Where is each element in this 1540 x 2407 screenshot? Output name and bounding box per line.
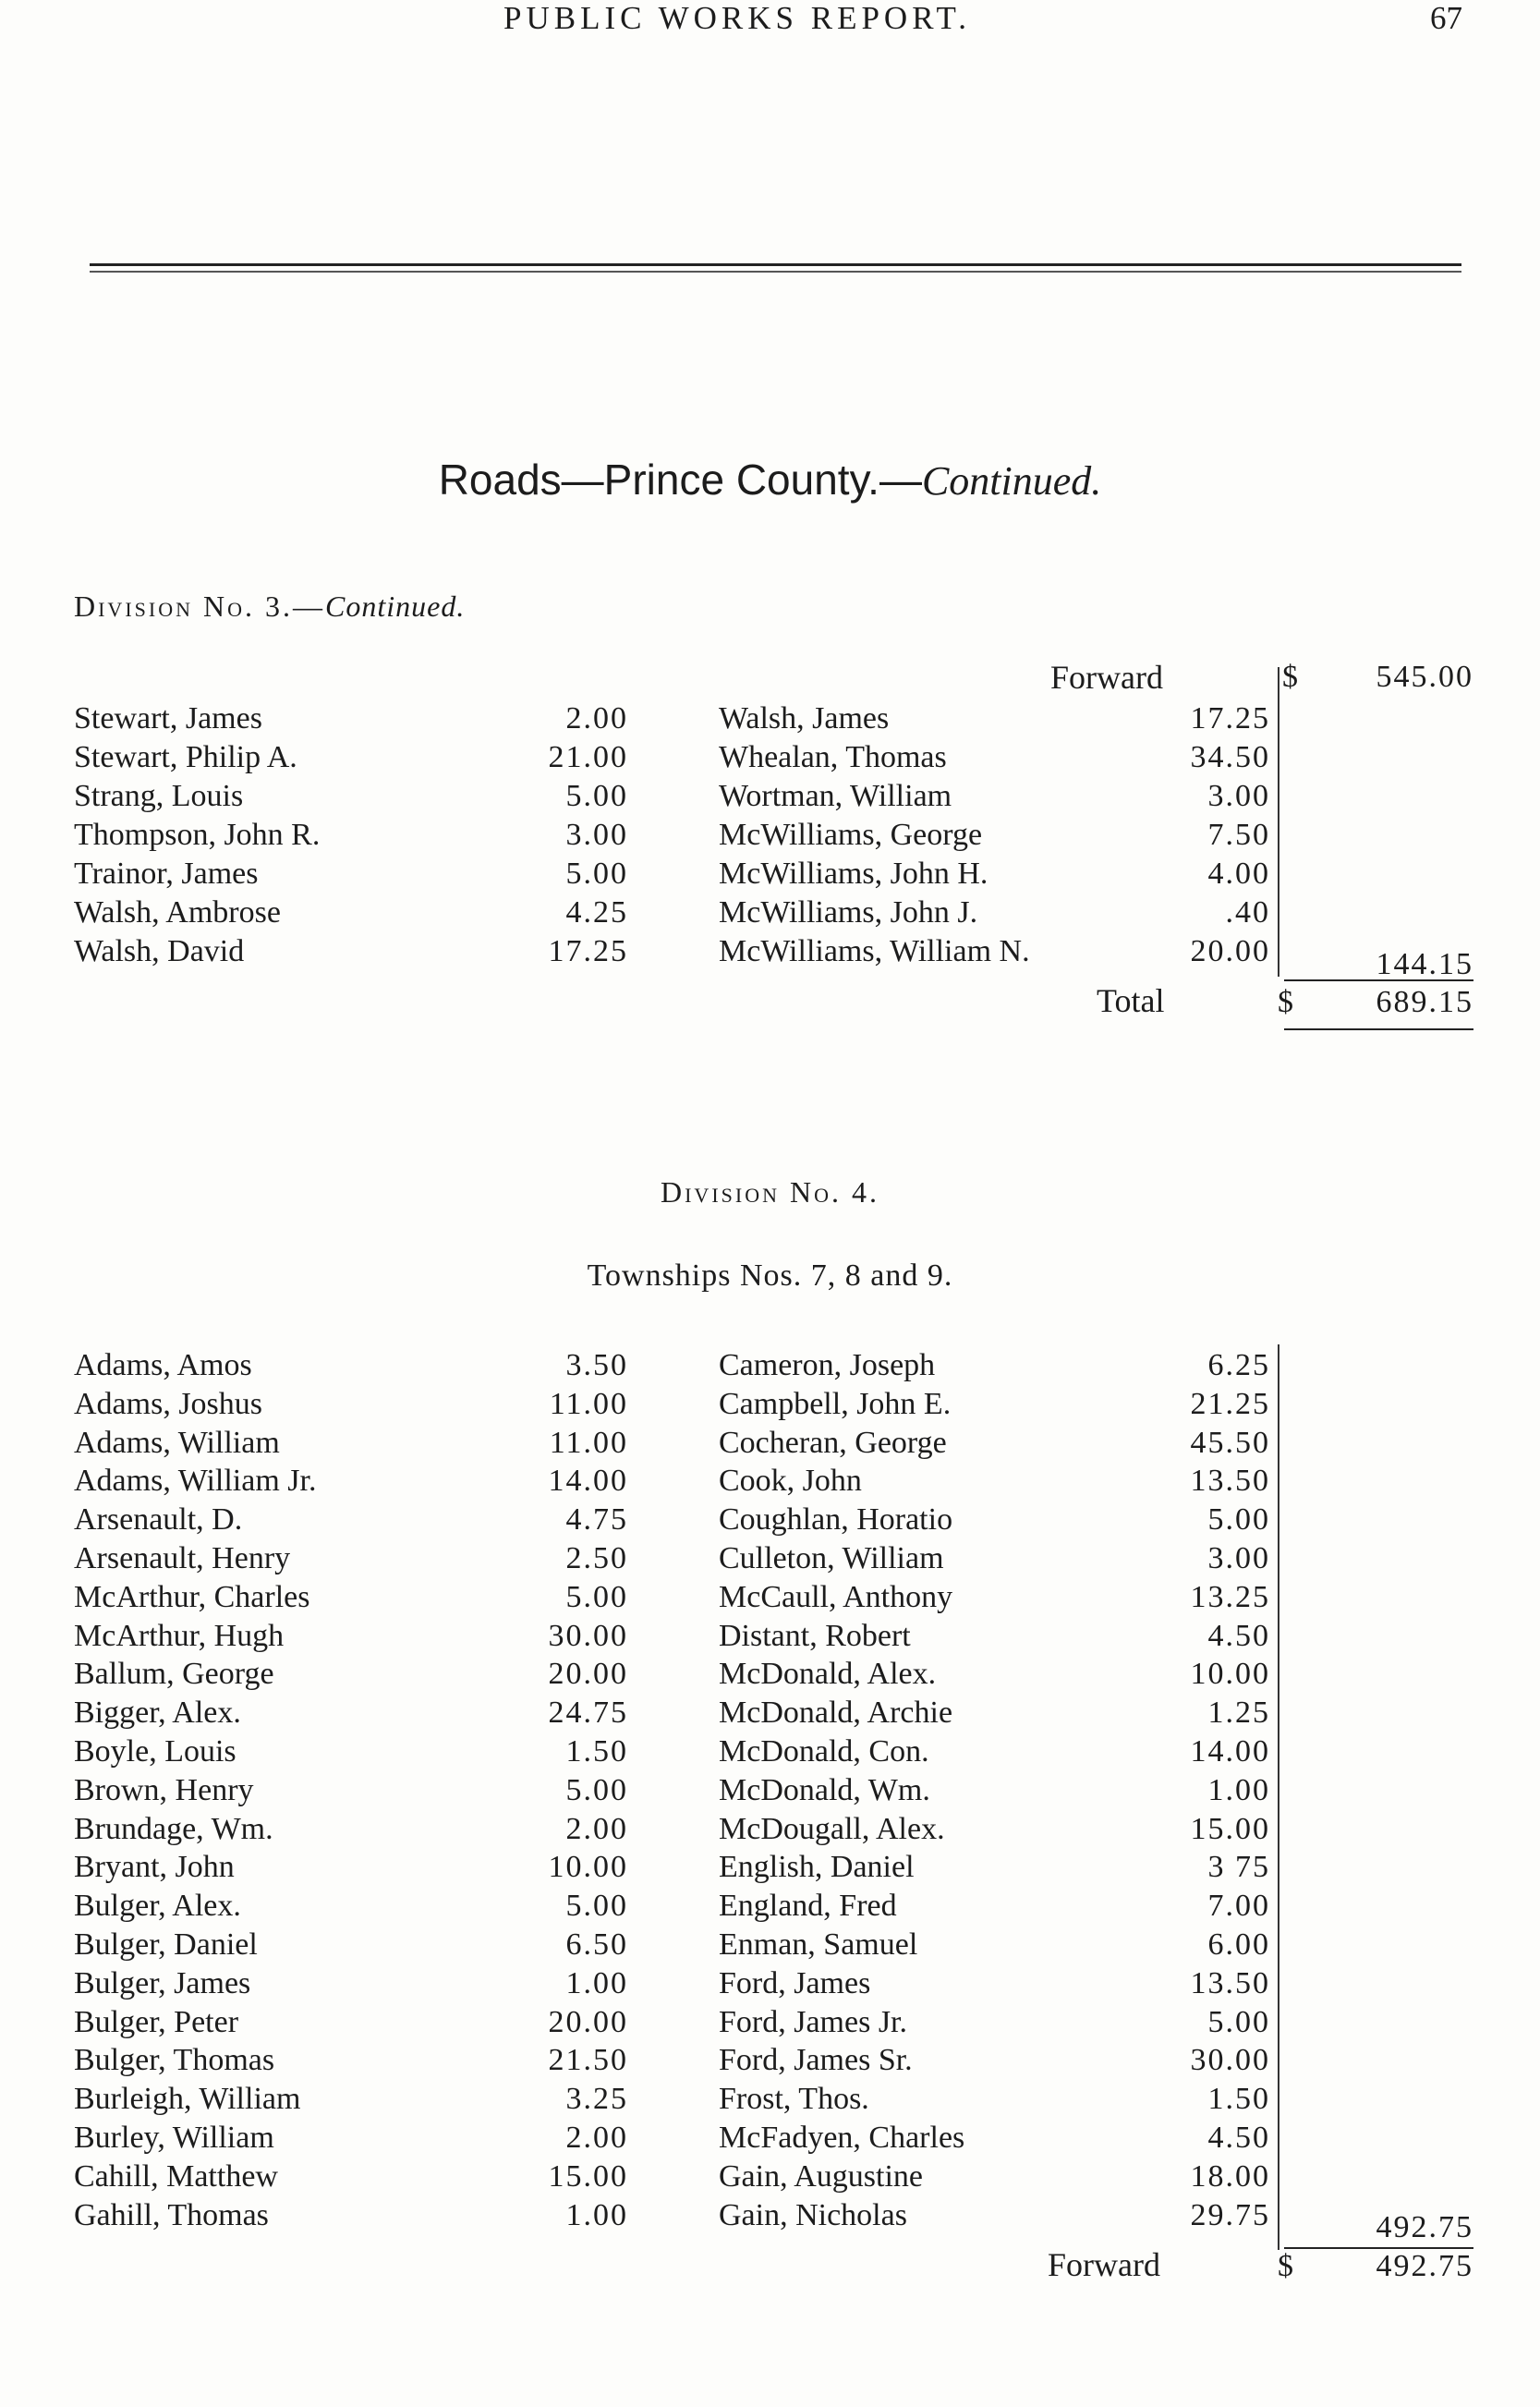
division4-right-amount: 1.25 <box>1207 1696 1270 1731</box>
division4-row <box>0 2042 1540 2079</box>
division4-left-amount: 1.50 <box>565 1734 628 1769</box>
division4-row <box>0 1386 1540 1423</box>
division3-left-name: Walsh, Ambrose <box>74 895 281 930</box>
section-heading-main: Roads—Prince County.— <box>438 456 922 504</box>
division4-row <box>0 1849 1540 1886</box>
division4-left-name: Adams, Amos <box>74 1348 252 1382</box>
division3-right-name: McWilliams, William N. <box>719 934 1030 968</box>
division3-row <box>0 739 1540 776</box>
division4-forward-dollar: $ <box>1278 2249 1293 2283</box>
division4-right-name: Culleton, William <box>719 1541 944 1575</box>
division4-left-name: Burley, William <box>74 2121 274 2155</box>
division4-right-name: Ford, James Jr. <box>719 2004 907 2039</box>
division3-left-name: Thompson, John R. <box>74 818 321 852</box>
division3-right-amount: 17.25 <box>1190 701 1270 735</box>
division4-left-name: Gahill, Thomas <box>74 2197 269 2232</box>
division4-row <box>0 1618 1540 1655</box>
division4-right-amount: 1.50 <box>1207 2082 1270 2117</box>
division4-left-amount: 1.00 <box>565 2197 628 2232</box>
division4-right-name: McDougall, Alex. <box>719 1811 945 1846</box>
division4-right-amount: 4.50 <box>1207 1618 1270 1653</box>
division4-left-amount: 20.00 <box>548 2004 628 2039</box>
division4-townships: Townships Nos. 7, 8 and 9. <box>587 1258 953 1293</box>
division3-left-amount: 2.00 <box>565 701 628 735</box>
division4-left-amount: 5.00 <box>565 1772 628 1807</box>
division3-left-name: Stewart, James <box>74 701 262 735</box>
division4-right-name: McDonald, Con. <box>719 1734 929 1769</box>
division3-left-amount: 17.25 <box>548 934 628 968</box>
division3-left-name: Strang, Louis <box>74 779 244 813</box>
division4-left-name: Bulger, Peter <box>74 2004 239 2039</box>
division4-left-name: Adams, William Jr. <box>74 1464 317 1499</box>
division4-left-name: Bulger, James <box>74 1965 251 2000</box>
division3-total-amount: 689.15 <box>1376 985 1473 1019</box>
division3-total-label: Total <box>1097 982 1165 1019</box>
page-header <box>0 0 1540 46</box>
division4-left-name: Adams, William <box>74 1425 280 1460</box>
division4-right-amount: 29.75 <box>1190 2197 1270 2232</box>
division4-row <box>0 1425 1540 1462</box>
division4-right-name: English, Daniel <box>719 1850 915 1885</box>
division3-total-dollar: $ <box>1278 985 1293 1019</box>
division4-forward-amount: 492.75 <box>1376 2249 1473 2283</box>
division3-left-amount: 5.00 <box>565 779 628 813</box>
division4-row <box>0 2120 1540 2157</box>
division3-right-name: Wortman, William <box>719 779 952 813</box>
division4-right-name: Cook, John <box>719 1464 862 1499</box>
division4-left-name: Bulger, Daniel <box>74 1927 258 1962</box>
division3-right-amount: 4.00 <box>1207 857 1270 891</box>
division3-row <box>0 778 1540 815</box>
division4-left-name: Arsenault, Henry <box>74 1541 291 1575</box>
division3-left-name: Trainor, James <box>74 857 259 891</box>
division4-left-name: Bulger, Alex. <box>74 1889 241 1924</box>
division4-left-amount: 30.00 <box>548 1618 628 1653</box>
division4-row <box>0 2081 1540 2118</box>
division4-right-amount: 15.00 <box>1190 1811 1270 1846</box>
division4-left-name: Brundage, Wm. <box>74 1811 273 1846</box>
division4-right-name: Gain, Augustine <box>719 2158 923 2194</box>
division4-right-amount: 5.00 <box>1207 1502 1270 1538</box>
division4-right-name: Distant, Robert <box>719 1618 911 1653</box>
division4-row <box>0 1888 1540 1925</box>
division4-left-amount: 20.00 <box>548 1657 628 1692</box>
division4-right-name: Campbell, John E. <box>719 1386 952 1421</box>
division4-left-name: McArthur, Hugh <box>74 1618 285 1653</box>
division4-right-name: McDonald, Wm. <box>719 1772 930 1807</box>
division3-left-amount: 5.00 <box>565 857 628 891</box>
division4-row <box>0 1695 1540 1732</box>
division4-label: Division No. 4. <box>661 1175 879 1209</box>
division4-right-amount: 5.00 <box>1207 2004 1270 2039</box>
division3-row <box>0 817 1540 854</box>
division3-right-name: McWilliams, George <box>719 818 983 852</box>
division4-left-amount: 10.00 <box>548 1850 628 1885</box>
division4-right-amount: 7.00 <box>1207 1889 1270 1924</box>
division4-row <box>0 1811 1540 1848</box>
division4-row <box>0 1463 1540 1500</box>
division4-left-name: Boyle, Louis <box>74 1734 236 1769</box>
division4-left-name: Bulger, Thomas <box>74 2043 275 2078</box>
division3-left-amount: 21.00 <box>548 740 628 774</box>
division4-right-name: Ford, James <box>719 1965 871 2000</box>
division3-right-amount: 34.50 <box>1190 740 1270 774</box>
division4-row <box>0 1540 1540 1577</box>
division3-right-name: Whealan, Thomas <box>719 740 947 774</box>
division4-left-amount: 24.75 <box>548 1696 628 1731</box>
division4-left-amount: 14.00 <box>548 1464 628 1499</box>
division4-left-name: Burleigh, William <box>74 2082 301 2117</box>
division4-row <box>0 1772 1540 1809</box>
division4-right-name: Ford, James Sr. <box>719 2043 913 2078</box>
division3-subtotal: 144.15 <box>1376 947 1473 981</box>
division4-left-amount: 3.25 <box>565 2082 628 2117</box>
division4-left-amount: 4.75 <box>565 1502 628 1538</box>
division3-right-amount: 20.00 <box>1190 934 1270 968</box>
division4-left-amount: 2.00 <box>565 1811 628 1846</box>
division4-right-amount: 30.00 <box>1190 2043 1270 2078</box>
division4-right-amount: 45.50 <box>1190 1425 1270 1460</box>
division3-left-name: Stewart, Philip A. <box>74 740 297 774</box>
division3-forward-amount: 545.00 <box>1376 660 1473 694</box>
division4-right-amount: 13.50 <box>1190 1464 1270 1499</box>
division4-left-amount: 3.50 <box>565 1348 628 1382</box>
division3-continued: Continued. <box>324 590 466 623</box>
division4-right-name: Gain, Nicholas <box>719 2197 907 2232</box>
division3-title: Division No. 3.— <box>74 590 325 623</box>
running-title: PUBLIC WORKS REPORT. <box>503 0 971 36</box>
division4-left-amount: 2.00 <box>565 2121 628 2155</box>
division4-right-name: McDonald, Alex. <box>719 1657 937 1692</box>
division3-row <box>0 856 1540 893</box>
division4-right-name: Cameron, Joseph <box>719 1348 936 1382</box>
division4-forward-label: Forward <box>1048 2246 1160 2283</box>
division3-left-amount: 3.00 <box>565 818 628 852</box>
division4-right-name: McFadyen, Charles <box>719 2121 965 2155</box>
division4-right-amount: 4.50 <box>1207 2121 1270 2155</box>
division4-left-amount: 5.00 <box>565 1579 628 1614</box>
division4-right-amount: 18.00 <box>1190 2158 1270 2194</box>
division4-right-amount: 13.50 <box>1190 1965 1270 2000</box>
division4-right-amount: 3 75 <box>1207 1850 1270 1885</box>
division4-right-name: Coughlan, Horatio <box>719 1502 953 1538</box>
division4-right-amount: 10.00 <box>1190 1657 1270 1692</box>
division4-row <box>0 1656 1540 1693</box>
division3-row <box>0 933 1540 970</box>
division3-right-amount: 7.50 <box>1207 818 1270 852</box>
division4-row <box>0 1347 1540 1384</box>
division4-right-amount: 14.00 <box>1190 1734 1270 1769</box>
division4-right-name: Cocheran, George <box>719 1425 947 1460</box>
division4-right-amount: 3.00 <box>1207 1541 1270 1575</box>
division4-row <box>0 2158 1540 2195</box>
division4-row <box>0 1501 1540 1538</box>
division4-right-name: England, Fred <box>719 1889 897 1924</box>
section-heading <box>0 455 1540 504</box>
division4-row <box>0 1927 1540 1963</box>
division4-left-amount: 5.00 <box>565 1889 628 1924</box>
division4-left-amount: 6.50 <box>565 1927 628 1962</box>
header-rule-thick <box>90 263 1461 266</box>
division4-left-name: Ballum, George <box>74 1657 274 1692</box>
division4-left-name: Adams, Joshus <box>74 1386 263 1421</box>
division4-left-name: Cahill, Matthew <box>74 2158 278 2194</box>
division4-row <box>0 1965 1540 2002</box>
division4-left-name: Bigger, Alex. <box>74 1696 241 1731</box>
section-heading-continued: Continued. <box>921 458 1102 504</box>
division4-left-name: Brown, Henry <box>74 1772 254 1807</box>
division3-row <box>0 700 1540 737</box>
division4-row <box>0 2004 1540 2041</box>
division4-right-amount: 21.25 <box>1190 1386 1270 1421</box>
division3-right-name: McWilliams, John J. <box>719 895 978 930</box>
division4-column-rule <box>1278 1344 1279 2250</box>
division4-left-amount: 1.00 <box>565 1965 628 2000</box>
division4-left-amount: 15.00 <box>548 2158 628 2194</box>
division4-left-name: Arsenault, D. <box>74 1502 243 1538</box>
division3-total-rule <box>1284 1028 1473 1030</box>
division4-subtotal: 492.75 <box>1376 2210 1473 2244</box>
division3-right-name: McWilliams, John H. <box>719 857 988 891</box>
division3-left-amount: 4.25 <box>565 895 628 930</box>
division3-left-name: Walsh, David <box>74 934 245 968</box>
division4-right-name: Frost, Thos. <box>719 2082 869 2117</box>
division4-left-amount: 11.00 <box>549 1425 628 1460</box>
division3-row <box>0 894 1540 931</box>
page-number: 67 <box>1430 0 1462 36</box>
division4-left-amount: 21.50 <box>548 2043 628 2078</box>
division4-right-amount: 13.25 <box>1190 1579 1270 1614</box>
division3-column-rule <box>1278 667 1279 977</box>
division4-left-amount: 2.50 <box>565 1541 628 1575</box>
division4-right-amount: 1.00 <box>1207 1772 1270 1807</box>
division4-row <box>0 1579 1540 1616</box>
division3-label <box>74 590 465 624</box>
header-rule-thin <box>90 271 1461 273</box>
division4-right-amount: 6.00 <box>1207 1927 1270 1962</box>
division4-row <box>0 2197 1540 2234</box>
division4-row <box>0 1733 1540 1770</box>
division4-right-name: Enman, Samuel <box>719 1927 918 1962</box>
division4-left-name: Bryant, John <box>74 1850 235 1885</box>
division4-right-name: McDonald, Archie <box>719 1696 953 1731</box>
division3-forward-dollar: $ <box>1282 660 1298 694</box>
division4-right-name: McCaull, Anthony <box>719 1579 953 1614</box>
division3-right-name: Walsh, James <box>719 701 890 735</box>
division4-right-amount: 6.25 <box>1207 1348 1270 1382</box>
division3-right-amount: .40 <box>1225 895 1270 930</box>
division4-left-amount: 11.00 <box>549 1386 628 1421</box>
division4-left-name: McArthur, Charles <box>74 1579 310 1614</box>
division3-forward-label: Forward <box>1050 659 1163 696</box>
division3-right-amount: 3.00 <box>1207 779 1270 813</box>
